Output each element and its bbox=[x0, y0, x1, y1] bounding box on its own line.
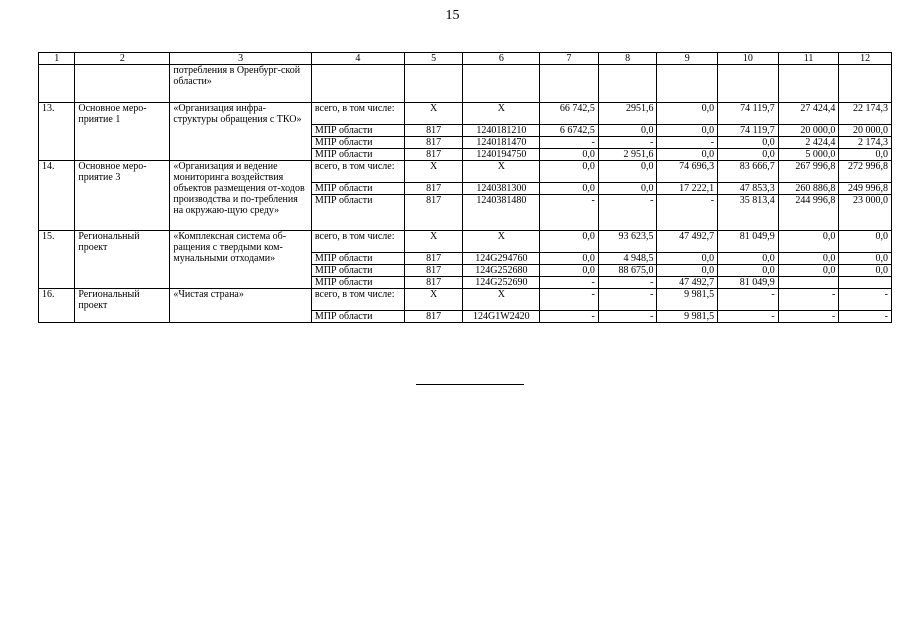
cell-value: - bbox=[540, 137, 599, 149]
cell-value: 272 996,8 bbox=[839, 161, 892, 183]
cell-classification: 1240381300 bbox=[463, 183, 540, 195]
cell-source: МПР области bbox=[311, 137, 404, 149]
cell-value: 0,0 bbox=[540, 231, 599, 253]
cell-code: X bbox=[404, 289, 463, 311]
cell-code: 817 bbox=[404, 311, 463, 323]
table-body bbox=[39, 65, 892, 323]
cell-value: - bbox=[540, 195, 599, 231]
column-header: 6 bbox=[463, 53, 540, 65]
cell-source: МПР области bbox=[311, 277, 404, 289]
cell-value: 0,0 bbox=[540, 265, 599, 277]
cell-value: 22 174,3 bbox=[839, 103, 892, 125]
cell-source: МПР области bbox=[311, 265, 404, 277]
column-header: 4 bbox=[311, 53, 404, 65]
cell-value: - bbox=[598, 311, 657, 323]
cell-source: МПР области bbox=[311, 253, 404, 265]
cell-code: 817 bbox=[404, 149, 463, 161]
cell-value: 4 948,5 bbox=[598, 253, 657, 265]
cell-value: 23 000,0 bbox=[839, 195, 892, 231]
cell-value: 0,0 bbox=[839, 231, 892, 253]
column-header: 11 bbox=[778, 53, 839, 65]
cell-empty bbox=[598, 65, 657, 103]
cell-classification: X bbox=[463, 231, 540, 253]
cell-code: X bbox=[404, 161, 463, 183]
cell-classification: 124G1W2420 bbox=[463, 311, 540, 323]
cell-value: 81 049,9 bbox=[718, 277, 779, 289]
cell-value: 2 951,6 bbox=[598, 149, 657, 161]
cell-value: 66 742,5 bbox=[540, 103, 599, 125]
cell-value: 6 6742,5 bbox=[540, 125, 599, 137]
cell-empty bbox=[404, 65, 463, 103]
cell-code: 817 bbox=[404, 183, 463, 195]
cell-value: 20 000,0 bbox=[778, 125, 839, 137]
cell-value: - bbox=[540, 289, 599, 311]
cell-value: 47 492,7 bbox=[657, 277, 718, 289]
group-total-row bbox=[39, 231, 892, 253]
cell-empty bbox=[657, 65, 718, 103]
cell-value: 9 981,5 bbox=[657, 311, 718, 323]
cell-value: 0,0 bbox=[657, 103, 718, 125]
cell-value: 74 696,3 bbox=[657, 161, 718, 183]
item-type: Региональный проект bbox=[75, 231, 170, 289]
cell-classification: 124G252690 bbox=[463, 277, 540, 289]
cell-code: 817 bbox=[404, 265, 463, 277]
cell-value: 0,0 bbox=[778, 265, 839, 277]
cell-classification: 1240181470 bbox=[463, 137, 540, 149]
cell-value: - bbox=[598, 277, 657, 289]
cell-value: 20 000,0 bbox=[839, 125, 892, 137]
cell-value: - bbox=[598, 289, 657, 311]
cell-code: 817 bbox=[404, 253, 463, 265]
cell-value: - bbox=[718, 289, 779, 311]
cell-value: 0,0 bbox=[540, 183, 599, 195]
group-total-row bbox=[39, 103, 892, 125]
item-number: 15. bbox=[39, 231, 75, 289]
cell-value bbox=[778, 277, 839, 289]
cell-source: всего, в том числе: bbox=[311, 231, 404, 253]
cell-value: 9 981,5 bbox=[657, 289, 718, 311]
cell-value: 0,0 bbox=[839, 265, 892, 277]
cell-source: всего, в том числе: bbox=[311, 103, 404, 125]
cell-classification: X bbox=[463, 161, 540, 183]
cell-value: 0,0 bbox=[718, 149, 779, 161]
cell-value: 267 996,8 bbox=[778, 161, 839, 183]
cell-value: 0,0 bbox=[540, 149, 599, 161]
cell-value: 74 119,7 bbox=[718, 125, 779, 137]
cell-empty bbox=[463, 65, 540, 103]
column-header: 9 bbox=[657, 53, 718, 65]
cell-value: 0,0 bbox=[598, 183, 657, 195]
cell-value: - bbox=[778, 289, 839, 311]
cell-classification: 1240381480 bbox=[463, 195, 540, 231]
cell-source: МПР области bbox=[311, 125, 404, 137]
cell-value: 0,0 bbox=[657, 253, 718, 265]
column-number-row bbox=[39, 53, 892, 65]
cell-empty bbox=[718, 65, 779, 103]
cell-value: - bbox=[598, 195, 657, 231]
cell-classification: 1240194750 bbox=[463, 149, 540, 161]
cell-value: - bbox=[718, 311, 779, 323]
cell-value: 0,0 bbox=[718, 137, 779, 149]
cell-value: - bbox=[540, 277, 599, 289]
item-number: 16. bbox=[39, 289, 75, 323]
budget-table bbox=[38, 52, 892, 323]
column-header: 12 bbox=[839, 53, 892, 65]
cell-value: 35 813,4 bbox=[718, 195, 779, 231]
cell-source: МПР области bbox=[311, 149, 404, 161]
cell-value: 27 424,4 bbox=[778, 103, 839, 125]
cell-classification: 124G252680 bbox=[463, 265, 540, 277]
cell-value: - bbox=[657, 137, 718, 149]
cell-value: 0,0 bbox=[778, 253, 839, 265]
cell-value: - bbox=[839, 311, 892, 323]
cell-code: X bbox=[404, 103, 463, 125]
cell-value: 0,0 bbox=[718, 253, 779, 265]
cell-value: 47 492,7 bbox=[657, 231, 718, 253]
cell-value: 0,0 bbox=[540, 161, 599, 183]
cell-value: - bbox=[839, 289, 892, 311]
cell-empty bbox=[540, 65, 599, 103]
item-number: 13. bbox=[39, 103, 75, 161]
item-type: Региональный проект bbox=[75, 289, 170, 323]
item-type: Основное меро-приятие 1 bbox=[75, 103, 170, 161]
continuation-text: потребления в Оренбург-ской области» bbox=[170, 65, 311, 103]
cell-code: X bbox=[404, 231, 463, 253]
page-number: 15 bbox=[445, 8, 460, 23]
cell-value: 0,0 bbox=[598, 125, 657, 137]
item-name: «Комплексная система об-ращения с твердыми ком-мунальными отходами» bbox=[170, 231, 311, 289]
cell-value: - bbox=[540, 311, 599, 323]
column-header: 1 bbox=[39, 53, 75, 65]
cell-value: 83 666,7 bbox=[718, 161, 779, 183]
cell-value: 0,0 bbox=[657, 125, 718, 137]
cell-source: всего, в том числе: bbox=[311, 161, 404, 183]
item-name: «Организация инфра-структуры обращения с ТКО» bbox=[170, 103, 311, 161]
cell-value: 0,0 bbox=[657, 265, 718, 277]
cell-empty bbox=[39, 65, 75, 103]
cell-value: 0,0 bbox=[778, 231, 839, 253]
cell-value: 2951,6 bbox=[598, 103, 657, 125]
cell-source: МПР области bbox=[311, 195, 404, 231]
group-total-row bbox=[39, 289, 892, 311]
column-header: 7 bbox=[540, 53, 599, 65]
cell-code: 817 bbox=[404, 125, 463, 137]
item-name: «Чистая страна» bbox=[170, 289, 311, 323]
column-header: 10 bbox=[718, 53, 779, 65]
cell-value: - bbox=[598, 137, 657, 149]
cell-empty bbox=[839, 65, 892, 103]
cell-code: 817 bbox=[404, 137, 463, 149]
cell-empty bbox=[75, 65, 170, 103]
cell-value: 81 049,9 bbox=[718, 231, 779, 253]
cell-value: 2 424,4 bbox=[778, 137, 839, 149]
cell-value: 0,0 bbox=[540, 253, 599, 265]
cell-value: 0,0 bbox=[718, 265, 779, 277]
cell-value: 88 675,0 bbox=[598, 265, 657, 277]
cell-value: 74 119,7 bbox=[718, 103, 779, 125]
cell-classification: 1240181210 bbox=[463, 125, 540, 137]
cell-classification: 124G294760 bbox=[463, 253, 540, 265]
cell-value: 0,0 bbox=[839, 149, 892, 161]
cell-value: - bbox=[657, 195, 718, 231]
footer-separator-line bbox=[416, 384, 524, 385]
column-header: 2 bbox=[75, 53, 170, 65]
continuation-row bbox=[39, 65, 892, 103]
cell-empty bbox=[311, 65, 404, 103]
cell-value: 0,0 bbox=[839, 253, 892, 265]
item-name: «Организация и ведение мониторинга воздействия объектов размещения от-ходов производства и по-требления на окружаю-щую среду» bbox=[170, 161, 311, 231]
cell-value: 47 853,3 bbox=[718, 183, 779, 195]
cell-value: 260 886,8 bbox=[778, 183, 839, 195]
column-header: 8 bbox=[598, 53, 657, 65]
group-total-row bbox=[39, 161, 892, 183]
cell-classification: X bbox=[463, 289, 540, 311]
cell-value: 244 996,8 bbox=[778, 195, 839, 231]
cell-value: 0,0 bbox=[598, 161, 657, 183]
cell-source: МПР области bbox=[311, 183, 404, 195]
cell-source: всего, в том числе: bbox=[311, 289, 404, 311]
cell-value: 5 000,0 bbox=[778, 149, 839, 161]
column-header: 5 bbox=[404, 53, 463, 65]
item-type: Основное меро-приятие 3 bbox=[75, 161, 170, 231]
cell-value bbox=[839, 277, 892, 289]
column-header: 3 bbox=[170, 53, 311, 65]
cell-value: - bbox=[778, 311, 839, 323]
cell-source: МПР области bbox=[311, 311, 404, 323]
cell-value: 17 222,1 bbox=[657, 183, 718, 195]
cell-classification: X bbox=[463, 103, 540, 125]
cell-code: 817 bbox=[404, 277, 463, 289]
cell-code: 817 bbox=[404, 195, 463, 231]
cell-empty bbox=[778, 65, 839, 103]
cell-value: 0,0 bbox=[657, 149, 718, 161]
cell-value: 2 174,3 bbox=[839, 137, 892, 149]
cell-value: 249 996,8 bbox=[839, 183, 892, 195]
item-number: 14. bbox=[39, 161, 75, 231]
cell-value: 93 623,5 bbox=[598, 231, 657, 253]
